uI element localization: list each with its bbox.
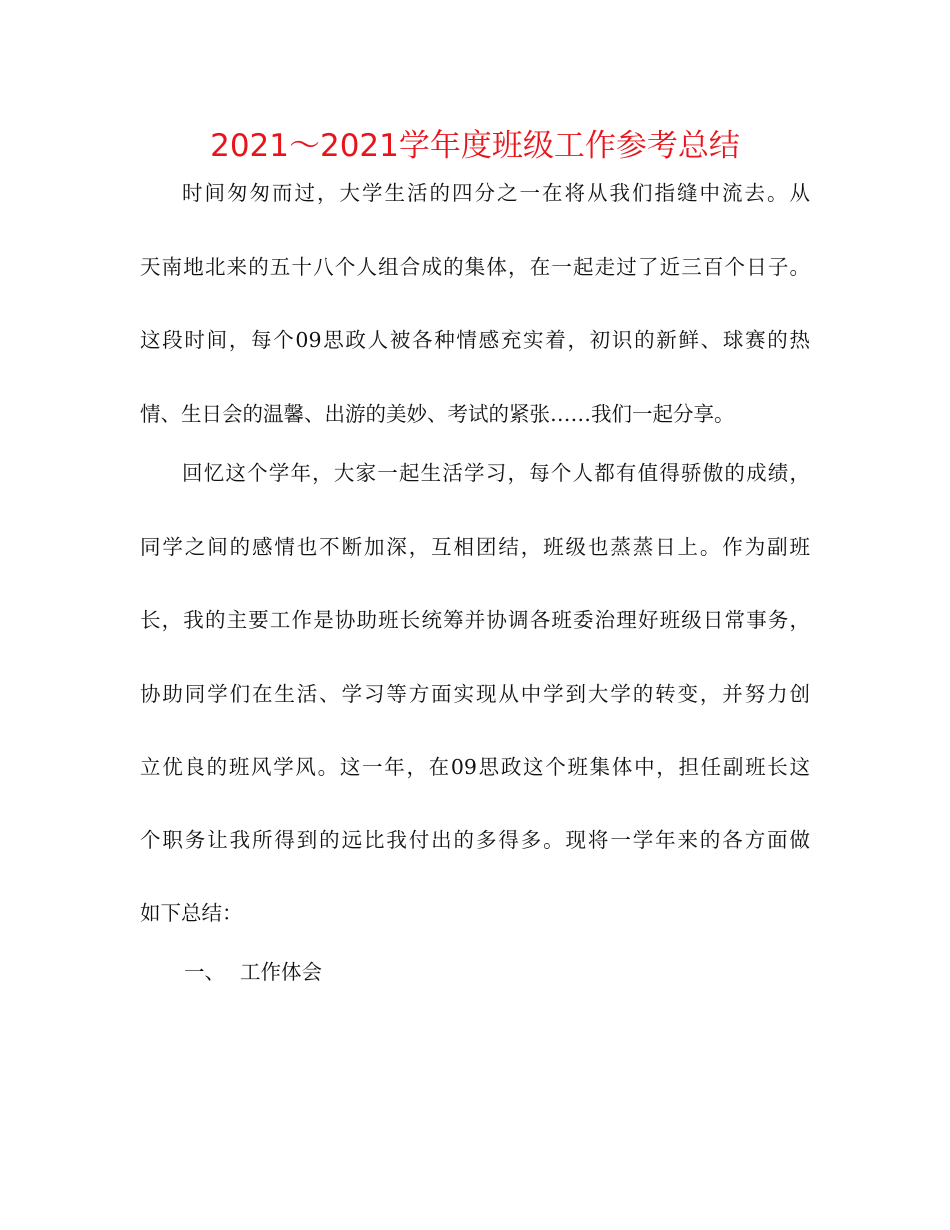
paragraph-1-line-2: 天南地北来的五十八个人组合成的集体，在一起走过了近三百个日子。 [140, 255, 810, 279]
paragraph-2-line-3: 长，我的主要工作是协助班长统筹并协调各班委治理好班级日常事务， [140, 608, 810, 632]
paragraph-1-line-3: 这段时间，每个09思政人被各种情感充实着，初识的新鲜、球赛的热 [140, 328, 810, 352]
paragraph-2-line-4: 协助同学们在生活、学习等方面实现从中学到大学的转变，并努力创 [140, 682, 810, 706]
paragraph-2-line-7: 如下总结： [140, 901, 243, 925]
section-heading [184, 957, 322, 987]
paragraph-1-line-1: 时间匆匆而过，大学生活的四分之一在将从我们指缝中流去。从 [182, 181, 810, 205]
paragraph-2-line-1: 回忆这个学年，大家一起生活学习，每个人都有值得骄傲的成绩， [182, 461, 810, 485]
section-heading-text: 工作体会 [240, 960, 322, 984]
paragraph-1-line-4: 情、生日会的温馨、出游的美妙、考试的紧张……我们一起分享。 [140, 402, 735, 426]
section-heading-number: 一、 [184, 960, 225, 984]
paragraph-2-line-5: 立优良的班风学风。这一年，在09思政这个班集体中，担任副班长这 [140, 755, 810, 779]
document-title: 2021～2021学年度班级工作参考总结 [210, 128, 740, 164]
paragraph-2-line-6: 个职务让我所得到的远比我付出的多得多。现将一学年来的各方面做 [140, 828, 810, 852]
paragraph-2-line-2: 同学之间的感情也不断加深，互相团结，班级也蒸蒸日上。作为副班 [140, 535, 810, 559]
